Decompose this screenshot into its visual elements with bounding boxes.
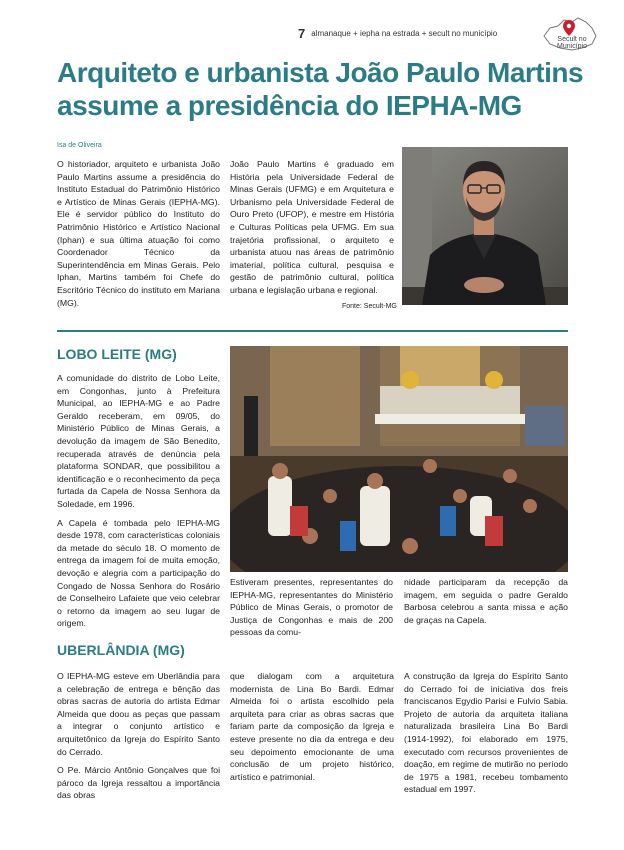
photo-credit: Fonte: Secult-MG [342,303,397,310]
section-heading-lobo-leite: LOBO LEITE (MG) [57,346,177,362]
lobo-leite-column: A comunidade do distrito de Lobo Leite, em Congonhas, junto à Prefeitura Municipal, ao IEPHA-MG e ao Padre Geraldo receberam, em 09/05, do Ministério Público de Minas Gerais, a devolução da imagem de São Benedito, recuperada através de denúncia pela plataforma SONDAR, que possibilitou a identificação e o reconhecimento da peça furtada da Capela de Nossa Senhora da Soledade, em 1996. A Capela é tombada pelo IEPHA-MG desde 1978, com características coloniais da metade do século 18. O momento de entrega da imagem foi de muita emoção, devoção e alegria com a participação do Congado de Nossa Senhora do Rosário de Conselheiro Lafaiete que veio celebrar o retorno da imagem ao seu lugar de origem. [57,373,220,629]
article-column-1: O historiador, arquiteto e urbanista João Paulo Martins assume a presidência do Instituto Estadual do Patrimônio Histórico e Artístico de Minas Gerais (IEPHA-MG). Ele é servidor público do Instituto do Patrimônio Histórico e Artístico Nacional (Iphan) e sua última atuação foi como Coordenador Técnico da Superintendência em Minas Gerais. Pelo Iphan, Martins também foi Chefe do Escritório Técnico do instituto em Mariana (MG). [57,159,220,308]
article-byline: Isa de Oliveira [57,142,102,149]
page-number: 7 [298,26,306,41]
chapel-ceremony-photo [230,346,568,572]
running-title: almanaque + iepha na estrada + secult no município [311,29,498,38]
section-heading-uberlandia: UBERLÂNDIA (MG) [57,642,185,658]
photo-caption-left: Estiveram presentes, representantes do IEPHA-MG, representantes do Ministério Público de Minas Gerais, o promotor de Justiça de Congonhas e mais de 200 pessoas da comu- [230,577,393,638]
article-title: Arquiteto e urbanista João Paulo Martins assume a presidência do IEPHA-MG [57,57,584,121]
logo-text: Secult no Município [557,36,587,50]
uberlandia-column-3: A construção da Igreja do Espírito Santo do Cerrado foi de iniciativa dos freis franciscanos Egydio Parisi e Fulvio Sabia. Projeto de autoria da arquiteta italiana naturalizada brasileira Lina Bo Bardi (1914-1992), foi elaborado em 1975, executado com recursos provenientes de doação, em regime de mutirão no período de 1975 a 1981, recebeu tombamento estadual em 1997. [404,671,568,795]
section-divider [57,330,568,332]
photo-caption-right: nidade participaram da recepção da imagem, em seguida o padre Geraldo Barbosa celebrou a santa missa e ação de graças na Capela. [404,577,568,625]
uberlandia-column-2: que dialogam com a arquitetura modernista de Lina Bo Bardi. Edmar Almeida foi o artista escolhido pela arquiteta para criar as obras sacras que fariam parte da composição da Igreja e esteve presente no dia da entrega e deu seu depoimento emocionante de uma conclusão de um projeto histórico, artístico e patrimonial. [230,671,394,782]
article-column-2: João Paulo Martins é graduado em História pela Universidade Federal de Minas Gerais (UFMG) e em Arquitetura e Urbanismo pela Universidade Federal de Ouro Preto (UFOP), e mestre em História e Culturas Políticas pela UFMG. Em sua trajetória profissional, o arquiteto e urbanista atuou nas áreas de patrimônio imaterial, política cultural, pesquisa e gestão de patrimônio cultural, política urbana e legislação urbana e regional. [230,159,394,295]
portrait-photo [402,147,568,305]
uberlandia-column-1: O IEPHA-MG esteve em Uberlândia para a celebração de entrega e bênção das obras sacras de autoria do artista Edmar Almeida que doou as peças que passam a integrar o conjunto artístico e arquitetônico da Igreja do Espírito Santo do Cerrado. O Pe. Márcio Antônio Gonçalves que foi pároco da Igreja ressaltou a importância das obras [57,671,220,801]
running-header [298,26,497,41]
